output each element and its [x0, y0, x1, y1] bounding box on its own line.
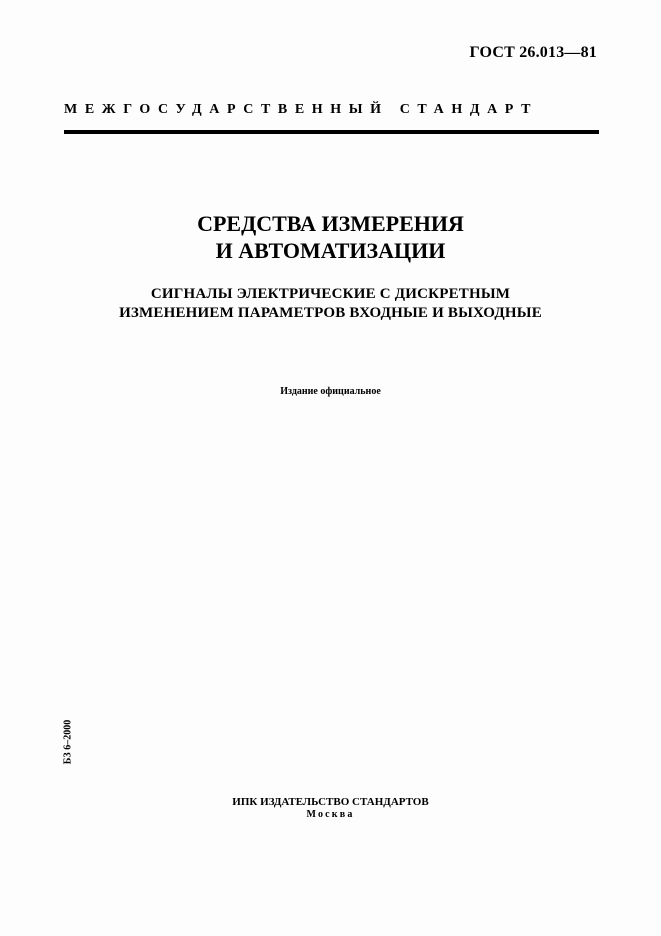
document-subtitle: [0, 285, 661, 323]
title-line-1: СРЕДСТВА ИЗМЕРЕНИЯ: [197, 211, 464, 236]
edition-note: Издание официальное: [280, 386, 381, 397]
catalog-code: БЗ 6–2000: [62, 719, 74, 765]
header-rule: [64, 130, 599, 134]
standard-type-heading: МЕЖГОСУДАРСТВЕННЫЙ СТАНДАРТ: [64, 102, 539, 117]
document-title: [0, 210, 661, 264]
subtitle-line-1: СИГНАЛЫ ЭЛЕКТРИЧЕСКИЕ С ДИСКРЕТНЫМ: [150, 286, 511, 302]
subtitle-line-2: ИЗМЕНЕНИЕМ ПАРАМЕТРОВ ВХОДНЫЕ И ВЫХОДНЫЕ: [119, 305, 542, 321]
title-line-2: И АВТОМАТИЗАЦИИ: [215, 238, 446, 263]
standard-number: ГОСТ 26.013—81: [469, 44, 597, 61]
publisher-city: Москва: [306, 809, 355, 820]
publisher-name: ИПК ИЗДАТЕЛЬСТВО СТАНДАРТОВ: [232, 796, 429, 808]
